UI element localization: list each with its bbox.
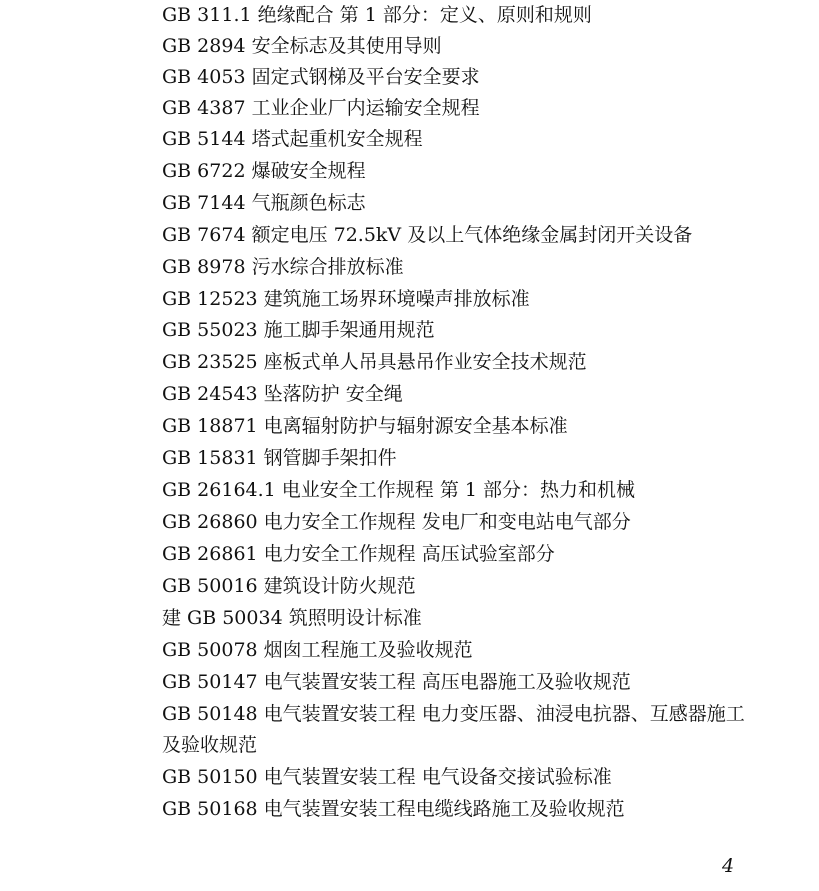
- standard-line: GB 50150 电气装置安装工程 电气设备交接试验标准: [162, 766, 612, 788]
- standard-line: GB 50148 电气装置安装工程 电力变压器、油浸电抗器、互感器施工及验收规范: [162, 703, 745, 756]
- standard-line: GB 26860 电力安全工作规程 发电厂和变电站电气部分: [162, 511, 631, 533]
- standard-line: GB 18871 电离辐射防护与辐射源安全基本标准: [162, 415, 568, 437]
- standard-line: GB 55023 施工脚手架通用规范: [162, 319, 435, 341]
- standard-line: 建 GB 50034 筑照明设计标准: [162, 607, 422, 629]
- standard-line: GB 5144 塔式起重机安全规程: [162, 128, 423, 150]
- standard-line: GB 50147 电气装置安装工程 高压电器施工及验收规范: [162, 671, 631, 693]
- standard-line: GB 4053 固定式钢梯及平台安全要求: [162, 66, 480, 88]
- standard-line: GB 8978 污水综合排放标准: [162, 256, 404, 278]
- standard-line: GB 23525 座板式单人吊具悬吊作业安全技术规范: [162, 351, 587, 373]
- standard-line: GB 50016 建筑设计防火规范: [162, 575, 416, 597]
- standard-line: GB 26164.1 电业安全工作规程 第 1 部分：热力和机械: [162, 479, 635, 501]
- standard-line: GB 12523 建筑施工场界环境噪声排放标准: [162, 288, 530, 310]
- standard-line: GB 311.1 绝缘配合 第 1 部分：定义、原则和规则: [162, 4, 592, 26]
- standard-line: GB 50168 电气装置安装工程电缆线路施工及验收规范: [162, 798, 625, 820]
- page-number: 4: [722, 855, 735, 877]
- standard-line: GB 6722 爆破安全规程: [162, 160, 366, 182]
- standard-line: GB 26861 电力安全工作规程 高压试验室部分: [162, 543, 555, 565]
- standard-line: GB 2894 安全标志及其使用导则: [162, 35, 442, 57]
- standard-line: GB 24543 坠落防护 安全绳: [162, 383, 403, 405]
- standard-line: GB 7674 额定电压 72.5kV 及以上气体绝缘金属封闭开关设备: [162, 224, 693, 246]
- standard-line: GB 50078 烟囱工程施工及验收规范: [162, 639, 473, 661]
- standard-line: GB 4387 工业企业厂内运输安全规程: [162, 97, 480, 119]
- standard-line: GB 15831 钢管脚手架扣件: [162, 447, 397, 469]
- standard-line: GB 7144 气瓶颜色标志: [162, 192, 366, 214]
